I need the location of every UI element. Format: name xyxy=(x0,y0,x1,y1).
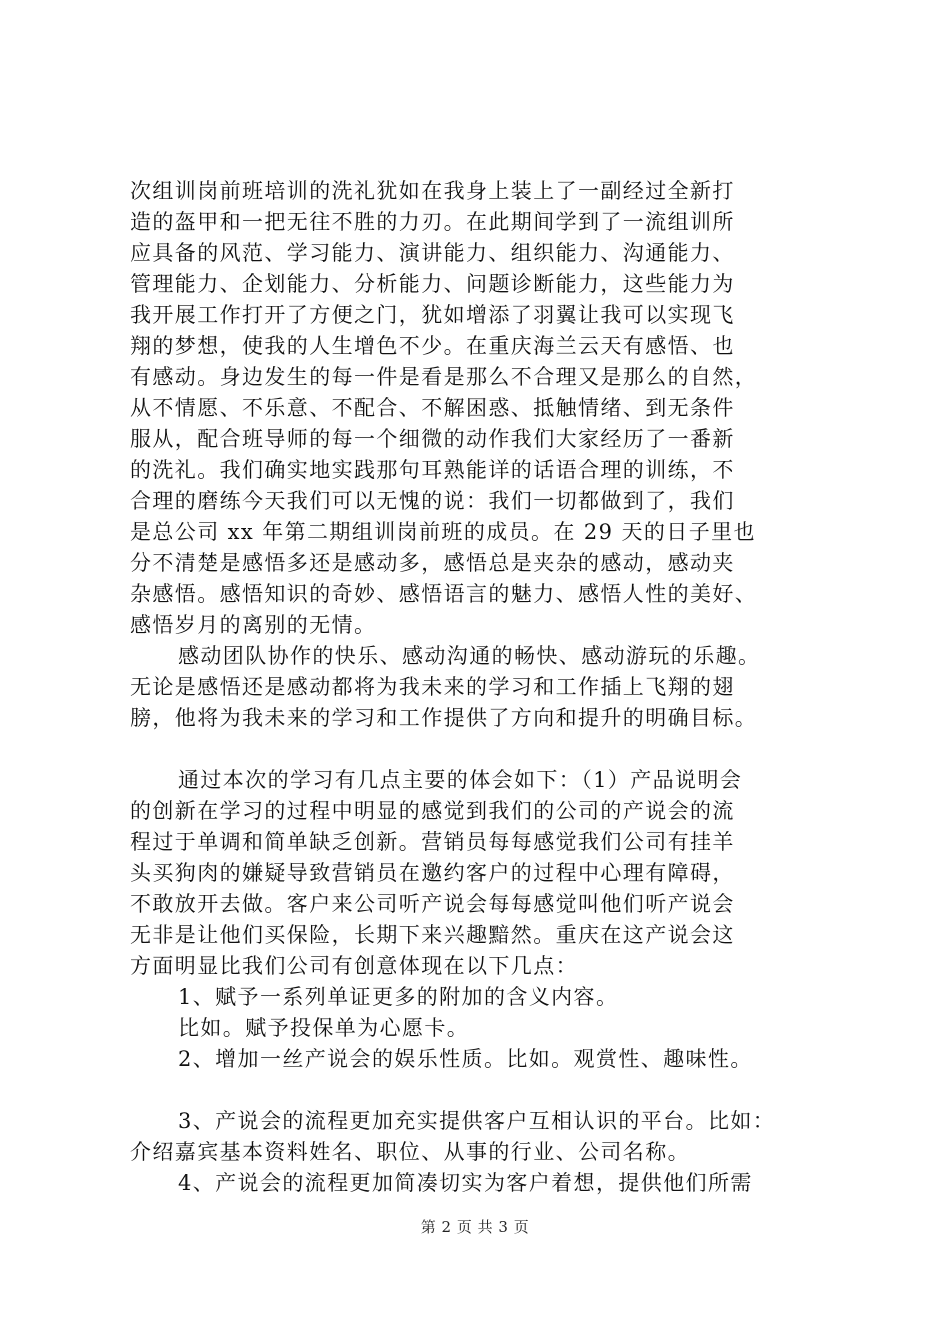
text-line: 无论是感悟还是感动都将为我未来的学习和工作插上飞翔的翅 xyxy=(130,675,735,699)
paragraph-gap xyxy=(130,734,830,765)
text-line: 头买狗肉的嫌疑导致营销员在邀约客户的过程中心理有障碍， xyxy=(130,861,735,885)
text-line: 通过本次的学习有几点主要的体会如下：（1）产品说明会 xyxy=(178,768,743,792)
text-line: 分不清楚是感悟多还是感动多，感悟总是夹杂的感动，感动夹 xyxy=(130,551,735,575)
text-line: 应具备的风范、学习能力、演讲能力、组织能力、沟通能力、 xyxy=(130,241,735,265)
text-line: 1、赋予一系列单证更多的附加的含义内容。 xyxy=(178,985,619,1009)
text-line: 杂感悟。感悟知识的奇妙、感悟语言的魅力、感悟人性的美好、 xyxy=(130,582,758,606)
text-line: 管理能力、企划能力、分析能力、问题诊断能力，这些能力为 xyxy=(130,272,735,296)
text-line: 2、增加一丝产说会的娱乐性质。比如。观赏性、趣味性。 xyxy=(178,1047,753,1071)
text-line: 膀，他将为我未来的学习和工作提供了方向和提升的明确目标。 xyxy=(130,706,758,730)
text-line: 的创新在学习的过程中明显的感觉到我们的公司的产说会的流 xyxy=(130,799,735,823)
paragraph-gap xyxy=(130,1075,830,1106)
document-body xyxy=(130,176,830,1199)
text-line: 感动团队协作的快乐、感动沟通的畅快、感动游玩的乐趣。 xyxy=(178,644,761,668)
text-line: 方面明显比我们公司有创意体现在以下几点： xyxy=(130,954,578,978)
text-line: 无非是让他们买保险，长期下来兴趣黯然。重庆在这产说会这 xyxy=(130,923,735,947)
text-line: 从不情愿、不乐意、不配合、不解困惑、抵触情绪、到无条件 xyxy=(130,396,735,420)
text-line: 不敢放开去做。客户来公司听产说会每每感觉叫他们听产说会 xyxy=(130,892,735,916)
text-line: 翔的梦想，使我的人生增色不少。在重庆海兰云天有感悟、也 xyxy=(130,334,735,358)
text-line: 感悟岁月的离别的无情。 xyxy=(130,613,377,637)
text-line: 4、产说会的流程更加简凑切实为客户着想，提供他们所需 xyxy=(178,1171,753,1195)
text-line: 是总公司 xx 年第二期组训岗前班的成员。在 29 天的日子里也 xyxy=(130,520,756,544)
text-line: 程过于单调和简单缺乏创新。营销员每每感觉我们公司有挂羊 xyxy=(130,830,735,854)
page-number-footer: 第 2 页 共 3 页 xyxy=(420,1218,530,1236)
text-line: 服从，配合班导师的每一个细微的动作我们大家经历了一番新 xyxy=(130,427,735,451)
text-line: 造的盔甲和一把无往不胜的力刃。在此期间学到了一流组训所 xyxy=(130,210,735,234)
text-line: 比如。赋予投保单为心愿卡。 xyxy=(178,1016,470,1040)
text-line: 次组训岗前班培训的洗礼犹如在我身上装上了一副经过全新打 xyxy=(130,179,735,203)
text-line: 合理的磨练今天我们可以无愧的说：我们一切都做到了，我们 xyxy=(130,489,735,513)
text-line: 的洗礼。我们确实地实践那句耳熟能详的话语合理的训练，不 xyxy=(130,458,735,482)
text-line: 有感动。身边发生的每一件是看是那么不合理又是那么的自然， xyxy=(130,365,758,389)
text-line: 3、产说会的流程更加充实提供客户互相认识的平台。比如： xyxy=(178,1109,776,1133)
text-line: 介绍嘉宾基本资料姓名、职位、从事的行业、公司名称。 xyxy=(130,1140,690,1164)
text-line: 我开展工作打开了方便之门，犹如增添了羽翼让我可以实现飞 xyxy=(130,303,735,327)
